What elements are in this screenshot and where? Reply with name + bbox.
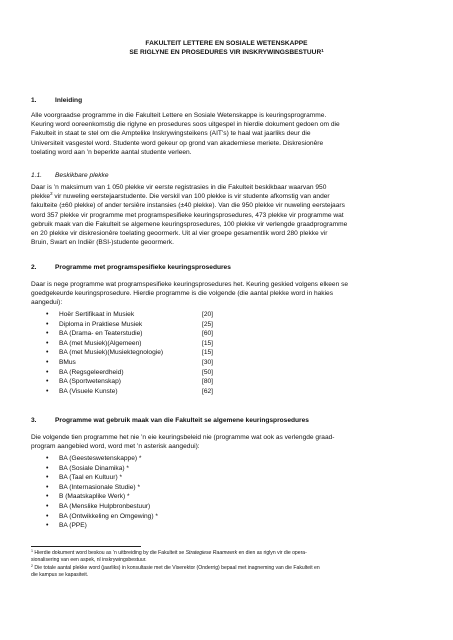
bullet-icon: •: [46, 502, 49, 510]
paragraph-line: gebruik maak van die Fakulteit se algemene keuringsprosedures, 100 plekke vir verlengde graadprogramme: [31, 220, 348, 228]
bullet-icon: •: [46, 320, 49, 328]
program-name: BA (Taal en Kultuur) *: [59, 474, 123, 482]
document-title-line1: FAKULTEIT LETTERE EN SOSIALE WETENSKAPPE: [145, 40, 308, 47]
paragraph-line: word 357 plekke vir programme met programspesifieke keuringsprosedures, 473 plekke vir programme wat: [31, 211, 344, 219]
section-1-paragraph: [31, 111, 431, 157]
program-places: [60]: [202, 330, 213, 338]
program-name: BA (Regsgeleerdheid): [59, 368, 124, 376]
program-places: [25]: [202, 320, 213, 328]
bullet-icon: •: [46, 387, 49, 395]
section-2-program-list: [46, 310, 213, 396]
footnote-line: sionalisering van een aspek, nl inskrywingsbestuur.: [31, 557, 147, 564]
list-item: [46, 492, 158, 502]
list-item: [46, 464, 158, 474]
program-name: BA (Geesteswetenskappe) *: [59, 455, 142, 462]
footnote-line: [31, 565, 426, 572]
footnote-emphasis: Strategiese Raamwerk: [185, 550, 238, 556]
program-places: [20]: [202, 311, 213, 318]
section-3-title: Programme wat gebruik maak van die Fakulteit se algemene keuringsprosedures: [55, 417, 309, 424]
footnote-text: Hierdie dokument word beskou as ’n uitbreiding by die Fakulteit se: [33, 550, 186, 556]
bullet-icon: •: [46, 311, 49, 318]
bullet-icon: •: [46, 474, 49, 482]
paragraph-line: fakulteite (±60 plekke) of ander tersiêre instansies (±40 plekke). Van die 950 plekke vir nuweling eerstejaars: [31, 202, 345, 210]
section-1-1-title: Beskikbare plekke: [55, 172, 109, 179]
section-3-heading: [31, 416, 431, 425]
paragraph-line: Fakulteit in staat te stel om die Amptelike Inskrywingsteikens (AIT’s) te haal wat jaarliks deur die: [31, 130, 311, 138]
footnote-1-marker: 1: [31, 549, 33, 553]
program-name: BA (met Musiek)(Algemeen): [59, 339, 142, 347]
document-title-line2: [0, 49, 453, 57]
list-item: [46, 512, 158, 522]
list-item: [46, 348, 213, 358]
footnote-line: [31, 550, 426, 557]
footnote-text: Die totale aantal plekke word (jaarliks) in konsultasie met die Viserektor (Onderrig) bepaal met inagneming van die Fakulteit en: [33, 565, 320, 571]
paragraph-line: Daar is ’n maksimum van 1 050 plekke vir eerste registrasies in die Fakulteit beskikbaar waarvan 950: [31, 184, 327, 191]
list-item: [46, 454, 158, 464]
paragraph-line: aangedui):: [31, 299, 63, 307]
footnote-text: en dien as riglyn vir die opera-: [237, 550, 307, 556]
program-name: BA (Visuele Kunste): [59, 387, 118, 395]
program-name: BA (Drama- en Teaterstudie): [59, 330, 143, 338]
list-item: [46, 483, 158, 493]
paragraph-line: Bruin, Swart en Indiër (BSI-)studente geoormerk.: [31, 239, 174, 247]
list-item: [46, 473, 158, 483]
program-name: Diploma in Praktiese Musiek: [59, 320, 143, 328]
section-2-title: Programme met programspesifieke keuringsprosedures: [55, 264, 231, 271]
paragraph-line: en 20 plekke vir diskresionêre toelating geoormerk. Uit al vier groepe gesamentlik word 280 plekke vir: [31, 230, 328, 238]
program-name: BA (met Musiek)(Musiektegnologie): [59, 349, 164, 357]
bullet-icon: •: [46, 378, 49, 386]
paragraph-line: goedgekeurde keuringsprosedure. Hierdie programme is die volgende (die aantal plekke word in hakies: [31, 290, 334, 298]
program-places: [30]: [202, 358, 213, 366]
program-name: BA (Ontwikkeling en Omgewing) *: [59, 512, 158, 520]
bullet-icon: •: [46, 512, 49, 520]
section-2-heading: [31, 263, 431, 272]
section-2-paragraph: [31, 280, 431, 308]
bullet-icon: •: [46, 455, 49, 462]
list-item: [46, 521, 158, 531]
section-3-program-list: [46, 454, 158, 531]
list-item: [46, 320, 213, 330]
list-item: [46, 502, 158, 512]
bullet-icon: •: [46, 464, 49, 472]
program-name: BA (Sosiale Dinamika) *: [59, 464, 129, 472]
footnote-2: [31, 565, 426, 579]
paragraph-line: Keuring word ooreenkomstig die riglyne en prosedures soos uitgespel in hierdie dokument gedoen om die: [31, 121, 340, 129]
footnote-ref-1[interactable]: 1: [321, 47, 324, 53]
program-name: BA (PPE): [59, 522, 87, 530]
program-places: [15]: [202, 349, 213, 357]
paragraph-line: program aangebied word, word met ’n asterisk aangedui):: [31, 443, 200, 451]
bullet-icon: •: [46, 358, 49, 366]
list-item: [46, 387, 213, 397]
program-name: B (Maatskaplike Werk) *: [59, 493, 130, 501]
section-1-heading: [31, 96, 431, 105]
paragraph-line: Daar is nege programme wat programspesifieke keuringsprosedures het. Keuring geskied volgens elkeen se: [31, 281, 349, 288]
program-name: Hoër Sertifikaat in Musiek: [59, 311, 135, 318]
section-2-number: 2.: [31, 264, 37, 271]
program-places: [15]: [202, 339, 213, 347]
section-1-number: 1.: [31, 97, 37, 104]
paragraph-line: Universiteit vasgestel word. Studente word gekeur op grond van akademiese meriete. Diskresionêre: [31, 139, 324, 147]
paragraph-line: [31, 192, 431, 201]
bullet-icon: •: [46, 330, 49, 338]
section-3-paragraph: [31, 433, 431, 451]
bullet-icon: •: [46, 368, 49, 376]
footnote-ref-2[interactable]: 2: [50, 191, 53, 197]
paragraph-text: plekke: [31, 193, 51, 201]
section-1-1-paragraph: [31, 183, 431, 247]
section-1-title: Inleiding: [55, 97, 83, 104]
program-name: BA (Menslike Hulpbronbestuur): [59, 502, 151, 510]
footnote-1: [31, 550, 426, 564]
section-3-number: 3.: [31, 417, 37, 424]
section-1-1-number: 1.1.: [31, 172, 42, 179]
document-title-line2-text: SE RIGLYNE EN PROSEDURES VIR INSKRYWINGSBESTUUR: [129, 48, 322, 56]
list-item: [46, 339, 213, 349]
list-item: [46, 329, 213, 339]
footnote-line: die kampus se kapasiteit.: [31, 572, 89, 579]
program-places: [50]: [202, 368, 213, 376]
list-item: [46, 358, 213, 368]
list-item: [46, 368, 213, 378]
footnote-2-marker: 2: [31, 564, 33, 568]
bullet-icon: •: [46, 522, 49, 530]
program-places: [62]: [202, 387, 213, 395]
section-1-1-heading: [31, 171, 431, 180]
footnote-separator: [31, 546, 141, 547]
bullet-icon: •: [46, 349, 49, 357]
list-item: [46, 310, 213, 320]
list-item: [46, 377, 213, 387]
paragraph-line: toelating word aan ’n beperkte aantal studente verleen.: [31, 148, 192, 156]
bullet-icon: •: [46, 483, 49, 491]
program-name: BMus: [59, 358, 76, 366]
program-places: [80]: [202, 378, 213, 386]
paragraph-line: Die volgende tien programme het nie ’n eie keuringsbeleid nie (programme wat ook as verlengde graad-: [31, 434, 335, 441]
bullet-icon: •: [46, 339, 49, 347]
program-name: BA (Internasionale Studie) *: [59, 483, 141, 491]
paragraph-line: Alle voorgraadse programme in die Fakulteit Lettere en Sosiale Wetenskappe is keuringsprogramme.: [31, 112, 327, 119]
paragraph-text: vir nuweling eerstejaarstudente. Die verskil van 100 plekke is vir studente afkomstig van ander: [52, 193, 330, 201]
bullet-icon: •: [46, 493, 49, 501]
program-name: BA (Sportwetenskap): [59, 378, 121, 386]
